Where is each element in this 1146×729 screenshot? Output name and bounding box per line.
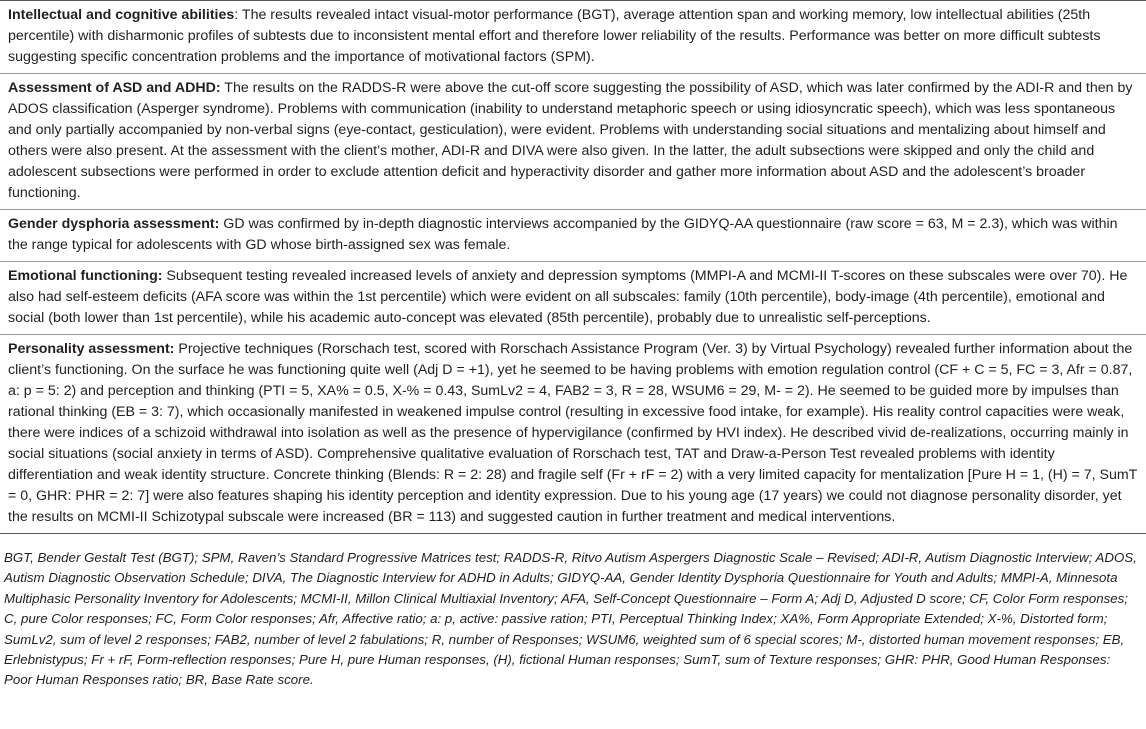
table-footnote: BGT, Bender Gestalt Test (BGT); SPM, Raven’s Standard Progressive Matrices test; RADDS-R, Ritvo Autism Aspergers Diagnostic Scale – Revised; ADI-R, Autism Diagnostic Interview; ADOS, Autism Diagnostic Observation Schedule; DIVA, The Diagnostic Interview for ADHD in Adults; GIDYQ-AA, Gender Identity Dysphoria Questionnaire for Youth and Adults; MMPI-A, Minnesota Multiphasic Personality Inventory for Adolescents; MCMI-II, Millon Clinical Multiaxial Inventory; AFA, Self-Concept Questionnaire – Form A; Adj D, Adjusted D score; CF, Color Form responses; C, pure Color responses; FC, Form Color responses; Afr, Affective ratio; a: p, active: passive ration; PTI, Perceptual Thinking Index; XA%, Form Appropriate Extended; X-%, Distorted form; SumLv2, sum of level 2 responses; FAB2, number of level 2 fabulations; R, number of Responses; WSUM6, weighted sum of 6 special scores; M-, distorted human movement responses; EB, Erlebnistypus; Fr + rF, Form-reflection responses; Pure H, pure Human responses, (H), fictional Human responses; SumT, sum of Texture responses; GHR: PHR, Good Human Responses: Poor Human Responses ratio; BR, Base Rate score. [4,550,1137,688]
table-row-asd-adhd [0,74,1146,210]
heading-separator: : [234,7,242,23]
row-body: GD was confirmed by in-depth diagnostic interviews accompanied by the GIDYQ-AA questionnaire (raw score = 63, M = 2.3), which was within the range typical for adolescents with GD whose birth-assigned sex was female. [8,216,1118,253]
row-heading: Emotional functioning: [8,268,163,284]
table-row-gender-dysphoria [0,210,1146,262]
row-body: The results revealed intact visual-motor performance (BGT), average attention span and working memory, low intellectual abilities (25th percentile) with disharmonic profiles of subtests due to inconsistent mental effort and therefore lower reliability of the results. Performance was better on more difficult subtests suggesting specific concentration problems and the importance of motivational factors (SPM). [8,7,1101,65]
row-heading: Gender dysphoria assessment: [8,216,220,232]
row-body: Projective techniques (Rorschach test, scored with Rorschach Assistance Program (Ver. 3) by Virtual Psychology) revealed further information about the client’s functioning. On the surface he was functioning quite well (Adj D = +1), yet he seemed to be having problems with emotion regulation control (CF + C = 5, FC = 3, Afr = 0.87, a: p = 5: 2) and perception and thinking (PTI = 5, XA% = 0.5, X-% = 0.43, SumLv2 = 4, FAB2 = 3, R = 28, WSUM6 = 29, M- = 2). He seemed to be guided more by impulses than rational thinking (EB = 3: 7), which occasionally manifested in weakened impulse control (resulting in excessive food intake, for example). His reality control capacities were weak, there were indices of a schizoid withdrawal into isolation as well as the presence of hypervigilance (confirmed by HVI index). He described vivid de-realizations, occurring mainly in social situations (social anxiety in terms of ASD). Comprehensive qualitative evaluation of Rorschach test, TAT and Draw-a-Person Test revealed problems with identity differentiation and weak identity structure. Concrete thinking (Blends: R = 2: 28) and fragile self (Fr + rF = 2) with a very limited capacity for mentalization [Pure H = 1, (H) = 7, SumT = 0, GHR: PHR = 2: 7] were also features shaping his identity perception and identity expression. Due to his young age (17 years) we could not diagnose personality disorder, yet the results on MCMI-II Schizotypal subscale were increased (BR = 113) and suggested caution in further treatment and medical interventions. [8,341,1138,525]
table-row-emotional [0,262,1146,335]
row-heading: Personality assessment: [8,341,175,357]
row-heading: Assessment of ASD and ADHD: [8,80,221,96]
table-row-intellectual [0,1,1146,74]
table-row-personality [0,335,1146,534]
row-body: The results on the RADDS-R were above the cut-off score suggesting the possibility of ASD, which was later confirmed by the ADI-R and then by ADOS classification (Asperger syndrome). Problems with communication (inability to understand metaphoric speech or using idiosyncratic speech), which was less spontaneous and only partially accompanied by non-verbal signs (eye-contact, gesticulation), were evident. Problems with understanding social situations and mentalizing about himself and others were also present. At the assessment with the client’s mother, ADI-R and DIVA were also given. In the latter, the adult subsections were skipped and only the child and adolescent subsections were performed in order to exclude attention deficit and hyperactivity disorder and gather more information about ASD and the adolescent’s broader functioning. [8,80,1133,201]
row-body: Subsequent testing revealed increased levels of anxiety and depression symptoms (MMPI-A and MCMI-II T-scores on these subscales were over 70). He also had self-esteem deficits (AFA score was within the 1st percentile) which were evident on all subscales: family (10th percentile), body-image (4th percentile), emotional and social (both lower than 1st percentile), while his academic auto-concept was elevated (85th percentile), probably due to unrealistic self-perceptions. [8,268,1128,326]
row-heading: Intellectual and cognitive abilities [8,7,235,23]
